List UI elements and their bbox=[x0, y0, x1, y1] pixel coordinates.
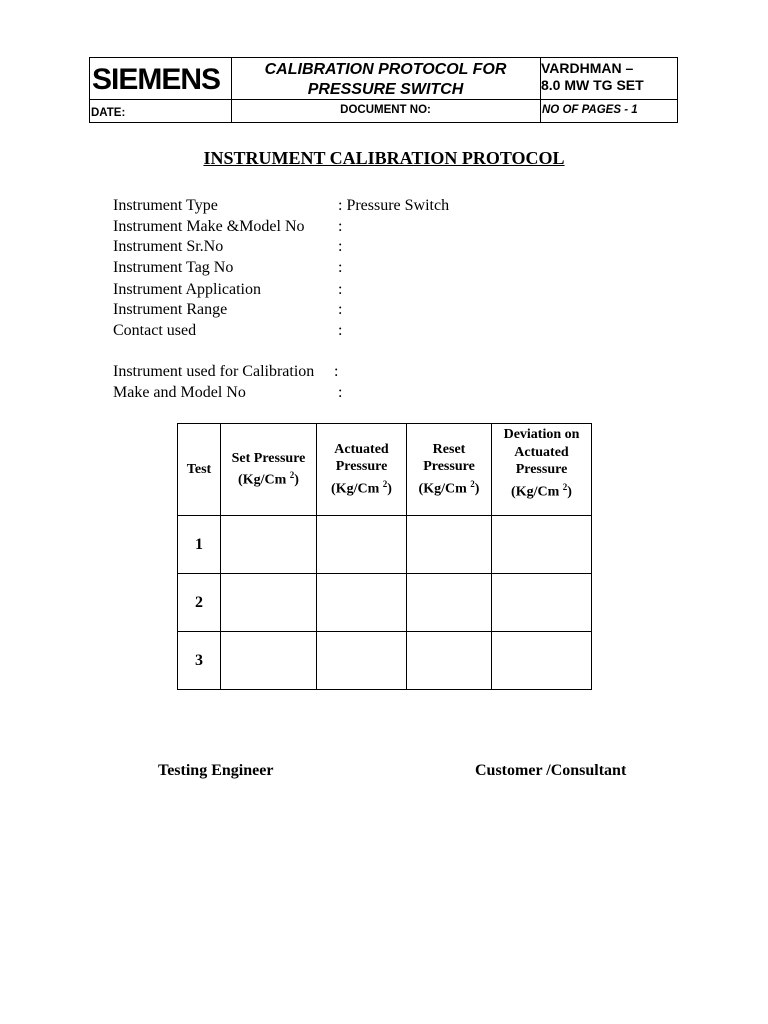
testing-engineer-signature-label: Testing Engineer bbox=[158, 762, 274, 779]
set-pressure-cell bbox=[221, 632, 317, 690]
field-label: Instrument Make &Model No bbox=[113, 218, 305, 235]
table-row bbox=[178, 574, 592, 632]
table-row bbox=[178, 516, 592, 574]
document-no-label: DOCUMENT NO: bbox=[340, 104, 431, 116]
column-header-test: Test bbox=[178, 424, 221, 516]
field-label: Contact used bbox=[113, 322, 197, 339]
test-number: 3 bbox=[178, 632, 221, 690]
field-value: : bbox=[338, 384, 343, 401]
field-label: Instrument Type bbox=[113, 197, 218, 214]
deviation-cell bbox=[492, 574, 592, 632]
customer-consultant-signature-label: Customer /Consultant bbox=[475, 762, 627, 779]
test-number: 1 bbox=[178, 516, 221, 574]
field-value: : bbox=[338, 322, 343, 339]
document-header bbox=[89, 57, 678, 123]
column-header-actuated-pressure: Actuated Pressure (Kg/Cm $^2$) bbox=[317, 424, 407, 516]
field-value: : bbox=[334, 363, 339, 380]
document-title bbox=[232, 60, 539, 100]
actuated-pressure-cell bbox=[317, 574, 407, 632]
column-header-deviation: Deviation on Actuated Pressure (Kg/Cm $^2$) bbox=[492, 424, 592, 516]
field-value: : bbox=[338, 238, 343, 255]
field-label: Make and Model No bbox=[113, 384, 246, 401]
field-label: Instrument Range bbox=[113, 301, 228, 318]
title-line-1: CALIBRATION PROTOCOL FOR bbox=[264, 61, 507, 78]
test-number: 2 bbox=[178, 574, 221, 632]
field-value: : bbox=[338, 218, 343, 235]
siemens-logo: SIEMENS bbox=[92, 63, 221, 96]
project-line-2: 8.0 MW TG SET bbox=[541, 77, 644, 93]
calibration-table bbox=[177, 423, 592, 690]
page-title: INSTRUMENT CALIBRATION PROTOCOL bbox=[203, 148, 565, 168]
deviation-cell bbox=[492, 516, 592, 574]
field-label: Instrument used for Calibration bbox=[113, 363, 315, 380]
project-name bbox=[541, 60, 677, 94]
date-label: DATE: bbox=[91, 107, 126, 119]
deviation-cell bbox=[492, 632, 592, 690]
field-value: : bbox=[338, 281, 343, 298]
table-row bbox=[178, 632, 592, 690]
pages-label: NO OF PAGES - 1 bbox=[542, 104, 638, 116]
field-label: Instrument Sr.No bbox=[113, 238, 224, 255]
column-header-reset-pressure: Reset Pressure (Kg/Cm $^2$) bbox=[407, 424, 492, 516]
field-value: : bbox=[338, 301, 343, 318]
actuated-pressure-cell bbox=[317, 632, 407, 690]
reset-pressure-cell bbox=[407, 632, 492, 690]
set-pressure-cell bbox=[221, 574, 317, 632]
title-line-2: PRESSURE SWITCH bbox=[307, 81, 464, 98]
field-label: Instrument Application bbox=[113, 281, 261, 298]
actuated-pressure-cell bbox=[317, 516, 407, 574]
project-line-1: VARDHMAN – bbox=[541, 60, 634, 76]
field-label: Instrument Tag No bbox=[113, 259, 234, 276]
table-header-row bbox=[178, 424, 592, 516]
reset-pressure-cell bbox=[407, 516, 492, 574]
set-pressure-cell bbox=[221, 516, 317, 574]
field-value: : bbox=[338, 259, 343, 276]
field-value: : Pressure Switch bbox=[338, 197, 450, 214]
column-header-set-pressure: Set Pressure (Kg/Cm $^2$) bbox=[221, 424, 317, 516]
reset-pressure-cell bbox=[407, 574, 492, 632]
